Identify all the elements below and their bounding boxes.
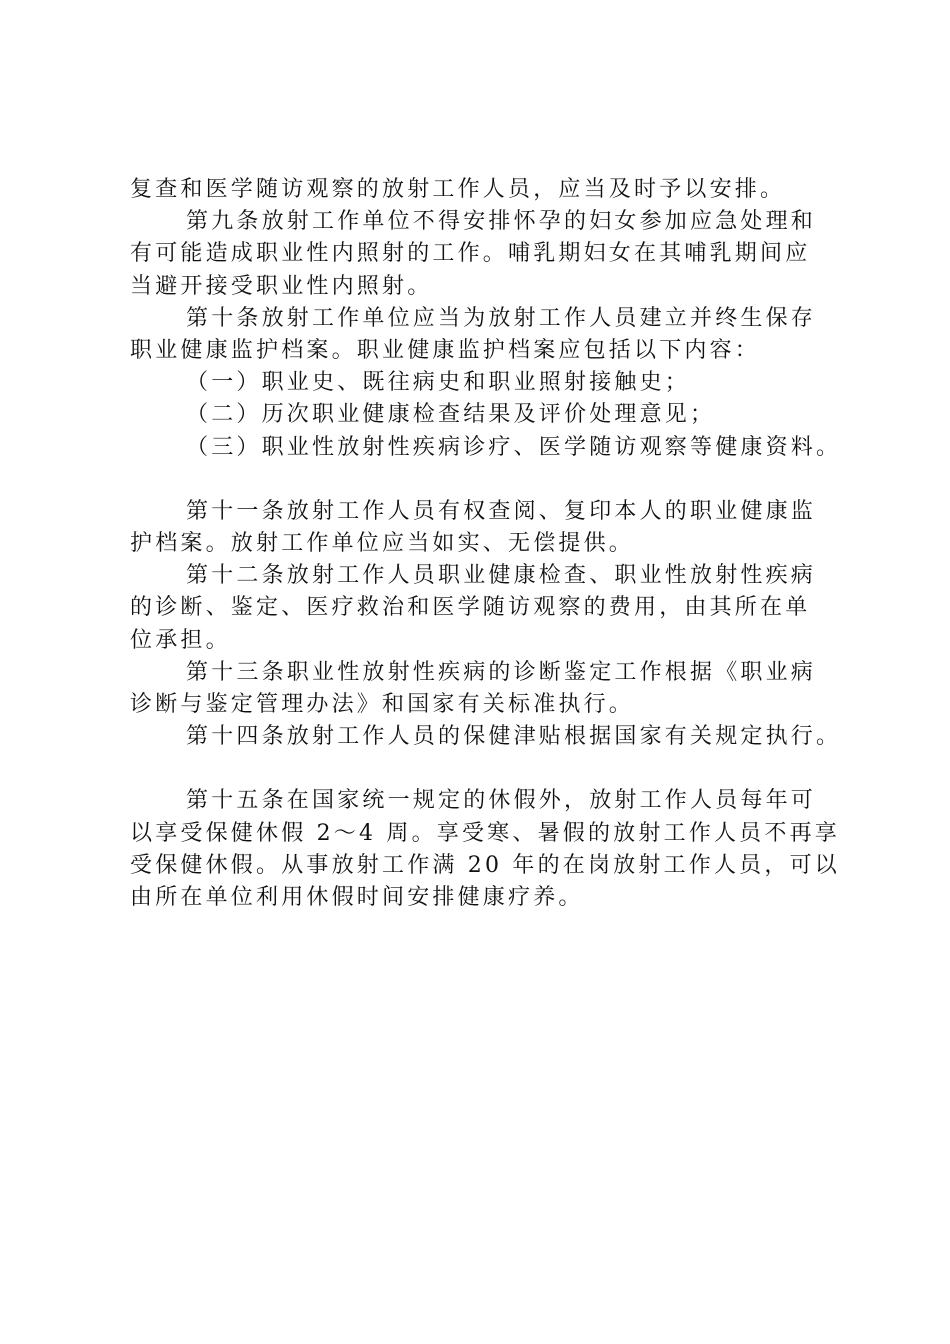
list-item: （一）职业史、既往病史和职业照射接触史； [186,370,691,396]
text-line: 以享受保健休假 2～4 周。享受寒、暑假的放射工作人员不再享 [130,820,840,846]
paragraph-gap [130,753,835,785]
text-line: 的诊断、鉴定、医疗救治和医学随访观察的费用，由其所在单 [130,595,811,621]
list-item: （三）职业性放射性疾病诊疗、医学随访观察等健康资料。 [186,434,842,460]
text-line: 第十一条放射工作人员有权查阅、复印本人的职业健康监 [186,498,817,524]
text-line: 诊断与鉴定管理办法》和国家有关标准执行。 [130,692,635,718]
text-line: 位承担。 [130,627,231,653]
document-body [130,174,842,914]
text-line: 第九条放射工作单位不得安排怀孕的妇女参加应急处理和 [186,209,817,235]
text-line: 受保健休假。从事放射工作满 20 年的在岗放射工作人员，可以 [130,852,840,878]
text-line: 职业健康监护档案。职业健康监护档案应包括以下内容： [130,338,761,364]
text-line: 由所在单位利用休假时间安排健康疗养。 [130,885,584,911]
text-line: 第十五条在国家统一规定的休假外，放射工作人员每年可 [186,788,817,814]
text-line: 第十条放射工作单位应当为放射工作人员建立并终生保存 [186,305,817,331]
list-item: （二）历次职业健康检查结果及评价处理意见； [186,402,716,428]
text-line: 第十二条放射工作人员职业健康检查、职业性放射性疾病 [186,563,817,589]
text-line: 第十三条职业性放射性疾病的诊断鉴定工作根据《职业病 [186,659,817,685]
text-line: 当避开接受职业性内照射。 [130,273,433,299]
paragraph-gap [130,464,835,496]
text-line: 第十四条放射工作人员的保健津贴根据国家有关规定执行。 [186,724,842,750]
text-line: 有可能造成职业性内照射的工作。哺乳期妇女在其哺乳期间应 [130,241,811,267]
text-line: 复查和医学随访观察的放射工作人员，应当及时予以安排。 [130,177,786,202]
text-line: 护档案。放射工作单位应当如实、无偿提供。 [130,531,635,557]
